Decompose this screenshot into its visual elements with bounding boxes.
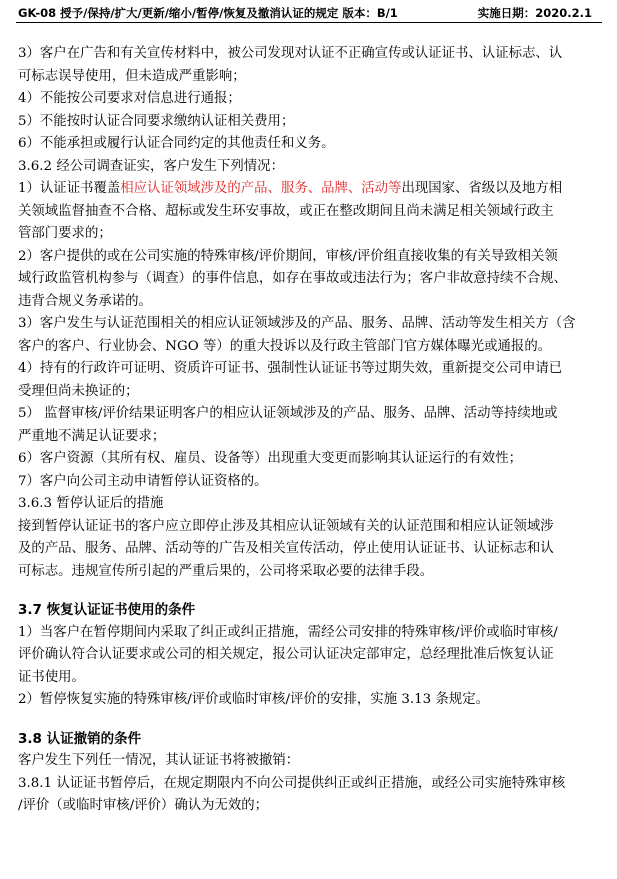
body-line: 域行政监管机构参与（调查）的事件信息，如存在事故或违法行为；客户非故意持续不合规、: [18, 271, 568, 286]
highlighted-text: 相应认证领域涉及的产品、服务、品牌、活动等: [120, 181, 402, 196]
body-line: 3）客户在广告和有关宣传材料中，被公司发现对认证不正确宣传或认证证书、认证标志、认: [18, 46, 563, 61]
body-line: 客户发生下列任一情况，其认证证书将被撤销：: [18, 753, 300, 768]
body-line: 严重地不满足认证要求；: [18, 428, 166, 444]
clause-heading-3-6-3: 3.6.3 暂停认证后的措施: [18, 496, 164, 511]
body-line: 5） 监督审核/评价结果证明客户的相应认证领域涉及的产品、服务、品牌、活动等持续地或: [18, 406, 558, 421]
body-line: 5）不能按时认证合同要求缴纳认证相关费用；: [18, 113, 295, 129]
body-line: 关领域监督抽查不合格、超标或发生环安事故，或正在整改期间且尚未满足相关领域行政主: [18, 203, 554, 219]
body-line: 3.8.1 认证证书暂停后，在规定期限内不向公司提供纠正或纠正措施，或经公司实施特殊审核: [18, 775, 566, 791]
body-line: 4）持有的行政许可证明、资质许可证书、强制性认证证书等过期失效，重新提交公司申请已: [18, 361, 563, 376]
page-header: [16, 4, 602, 23]
spacer: [18, 712, 602, 728]
body-line: 6）客户资源（其所有权、雇员、设备等）出现重大变更而影响其认证运行的有效性；: [18, 451, 522, 466]
body-line: 2）暂停恢复实施的特殊审核/评价或临时审核/评价的安排，实施 3.13 条规定。: [18, 692, 489, 707]
document-body: [18, 43, 602, 818]
body-line: 接到暂停认证证书的客户应立即停止涉及其相应认证领域有关的认证范围和相应认证领域涉: [18, 518, 554, 534]
clause-heading-3-6-2: 3.6.2 经公司调查证实，客户发生下列情况：: [18, 158, 284, 174]
line-segment: 出现国家、省级以及地方相: [401, 181, 563, 196]
body-line: 7）客户向公司主动申请暂停认证资格的。: [18, 473, 268, 489]
body-line: 管部门要求的；: [18, 226, 112, 241]
body-line: 2）客户提供的或在公司实施的特殊审核/评价期间，审核/评价组直接收集的有关导致相关领: [18, 248, 558, 264]
section-heading-3-8: 3.8 认证撤销的条件: [18, 730, 142, 747]
body-line: 违背合规义务承诺的。: [18, 293, 152, 309]
body-line: 客户的客户、行业协会、NGO 等）的重大投诉以及行政主管部门官方媒体曝光或通报的。: [18, 338, 552, 354]
body-line: 可标志。违规宣传所引起的严重后果的，公司将采取必要的法律手段。: [18, 563, 434, 579]
body-line: /评价（或临时审核/评价）确认为无效的；: [18, 798, 269, 813]
body-line: 可标志误导使用，但未造成严重影响；: [18, 68, 246, 84]
body-line: 评价确认符合认证要求或公司的相关规定，报公司认证决定部审定，总经理批准后恢复认证: [18, 647, 554, 662]
body-line: 受理但尚未换证的；: [18, 383, 139, 399]
effective-date: 实施日期：2020.2.1: [477, 6, 592, 20]
body-line: 及的产品、服务、品牌、活动等的广告及相关宣传活动，停止使用认证证书、认证标志和认: [18, 541, 554, 556]
body-line: 3）客户发生与认证范围相关的相应认证领域涉及的产品、服务、品牌、活动等发生相关方（含: [18, 316, 576, 331]
body-line: 1）当客户在暂停期间内采取了纠正或纠正措施，需经公司安排的特殊审核/评价或临时审核/: [18, 624, 558, 640]
body-line: [18, 178, 602, 201]
body-line: 4）不能按公司要求对信息进行通报；: [18, 91, 241, 106]
body-line: 证书使用。: [18, 669, 85, 685]
line-segment: 1）认证证书覆盖: [18, 181, 121, 196]
document-title: GK-08 授予/保持/扩大/更新/缩小/暂停/恢复及撤消认证的规定 版本：B/1: [18, 6, 398, 20]
section-heading-3-7: 3.7 恢复认证证书使用的条件: [18, 602, 196, 618]
spacer: [18, 583, 602, 599]
body-line: 6）不能承担或履行认证合同约定的其他责任和义务。: [18, 136, 335, 151]
